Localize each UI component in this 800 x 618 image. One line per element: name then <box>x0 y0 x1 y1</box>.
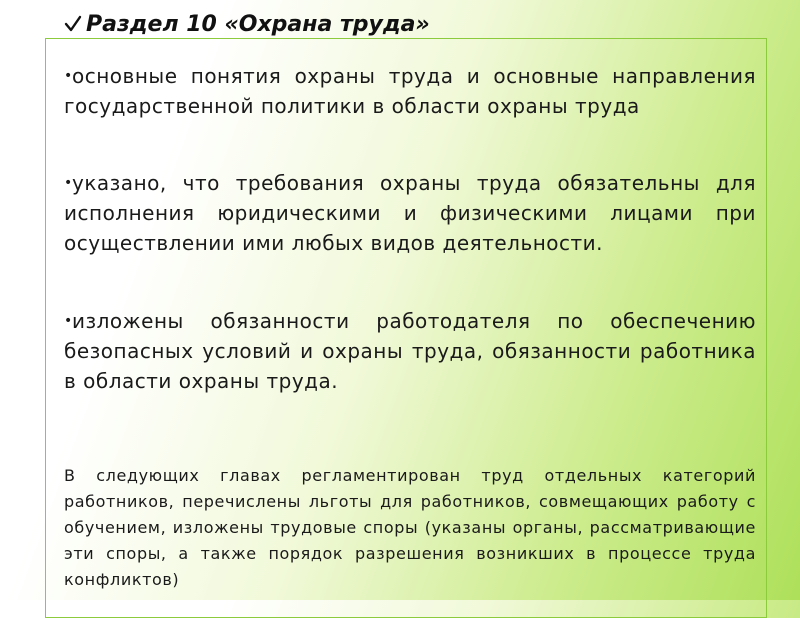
slide-title-text: Раздел 10 «Охрана труда» <box>86 12 430 37</box>
bullet-marker: • <box>64 175 73 191</box>
bullet-text: основные понятия охраны труда и основные направления государственной политики в области охраны труда <box>64 64 756 118</box>
summary-paragraph: В следующих главах регламентирован труд отдельных категорий работников, перечислены льготы для работников, совмещающих работу с обучением, изложены трудовые споры (указаны органы, рассматривающие эти споры, а также порядок разрешения возникших в процессе труда конфликтов) <box>64 466 756 589</box>
bullet-marker: • <box>64 68 73 84</box>
bullet-item <box>64 168 756 258</box>
slide-title <box>64 10 430 42</box>
check-icon <box>64 12 82 42</box>
bullet-item <box>64 61 756 121</box>
bullet-text: указано, что требования охраны труда обязательны для исполнения юридическими и физическими лицами при осуществлении ими любых видов деятельности. <box>64 171 756 255</box>
bullet-item <box>64 306 756 396</box>
bullet-text: изложены обязанности работодателя по обеспечению безопасных условий и охраны труда, обязанности работника в области охраны труда. <box>64 309 756 393</box>
bullet-marker: • <box>64 313 73 329</box>
